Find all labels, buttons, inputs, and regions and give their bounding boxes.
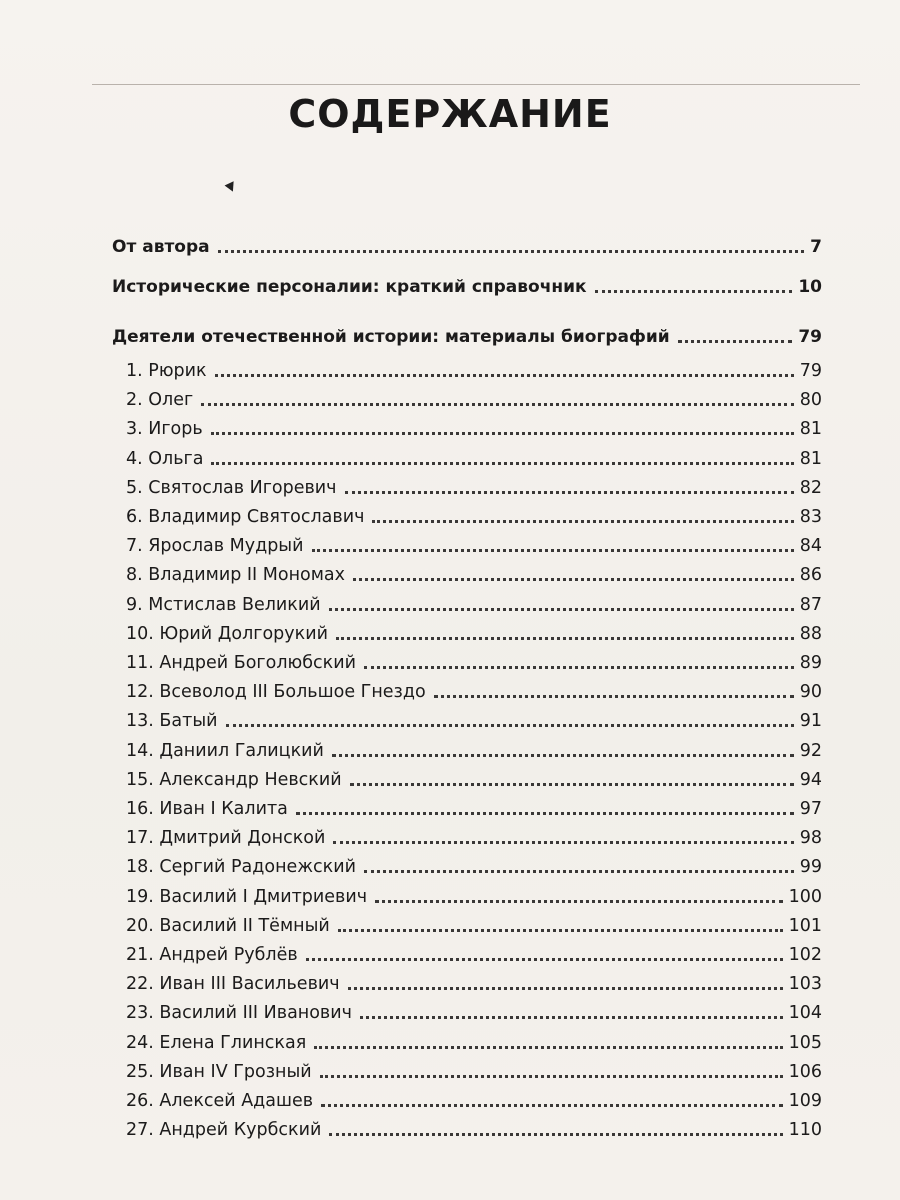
- toc-page-number: 90: [799, 682, 822, 703]
- toc-page-number: 89: [799, 653, 822, 673]
- dot-leader: [321, 1090, 782, 1107]
- toc-entry: [112, 1082, 822, 1112]
- dot-leader: [306, 944, 783, 961]
- toc-page-number: 100: [788, 886, 822, 907]
- toc-page-number: 102: [788, 945, 822, 965]
- toc-entry-title: 9. Мстислав Великий: [126, 594, 321, 615]
- toc-entry-title: 10. Юрий Долгорукий: [126, 623, 328, 644]
- toc-page-number: 104: [788, 1003, 822, 1024]
- toc-page-number: 87: [799, 594, 822, 615]
- dot-leader: [218, 236, 805, 253]
- dot-leader: [345, 477, 794, 494]
- toc-entry-title: 18. Сергий Радонежский: [126, 857, 356, 878]
- toc-entry: [112, 440, 822, 470]
- toc-entry-title: 1. Рюрик: [126, 361, 207, 381]
- page-title: СОДЕРЖАНИЕ: [288, 92, 612, 136]
- toc-entry-title: 14. Даниил Галицкий: [126, 740, 324, 761]
- toc-entry: [112, 848, 822, 878]
- toc-page-number: 103: [788, 974, 822, 995]
- toc-entry: [112, 469, 822, 499]
- toc-entry: [112, 732, 822, 762]
- toc-entry: [112, 907, 822, 937]
- toc-page-number: 80: [799, 390, 822, 411]
- toc-page-number: 110: [788, 1120, 822, 1141]
- toc-entry-title: 19. Василий I Дмитриевич: [126, 886, 368, 907]
- toc-entry: [112, 615, 822, 645]
- toc-entry-title: 24. Елена Глинская: [126, 1032, 307, 1053]
- toc-entry-title: 20. Василий II Тёмный: [126, 915, 330, 936]
- toc-entry-title: 6. Владимир Святославич: [126, 507, 365, 527]
- toc-page-number: 10: [798, 277, 822, 297]
- toc-entry-title: Исторические персоналии: краткий справочник: [112, 277, 587, 297]
- toc-page-number: 88: [799, 623, 822, 644]
- toc-entry-title: 5. Святослав Игоревич: [126, 477, 337, 498]
- toc-entry: [112, 644, 822, 674]
- toc-entry: [112, 673, 822, 703]
- toc-page-number: 81: [799, 419, 822, 440]
- toc-entry-title: Деятели отечественной истории: материалы биографий: [112, 327, 670, 347]
- dot-leader: [353, 564, 794, 581]
- dot-leader: [320, 1061, 783, 1078]
- dot-leader: [332, 740, 794, 757]
- toc-entry-title: 3. Игорь: [126, 419, 203, 440]
- toc-entry: [112, 994, 822, 1024]
- toc-entry-title: 8. Владимир II Мономах: [126, 565, 346, 586]
- toc-page-number: 86: [799, 565, 822, 586]
- dot-leader: [296, 798, 794, 815]
- dot-leader: [329, 594, 794, 611]
- toc-entry: [112, 1053, 822, 1083]
- toc-page-number: 82: [799, 477, 822, 498]
- toc-section-entry: [112, 228, 822, 258]
- toc-entry: [112, 498, 822, 528]
- toc-entry: [112, 1111, 822, 1141]
- toc-entry-title: 26. Алексей Адашев: [126, 1091, 314, 1111]
- toc-section-entry: [112, 318, 822, 348]
- dot-leader: [338, 915, 783, 932]
- toc-page-number: 83: [799, 507, 822, 527]
- dot-leader: [350, 769, 794, 786]
- dot-leader: [595, 276, 793, 293]
- dot-leader: [211, 418, 794, 435]
- toc-page-number: 91: [799, 711, 822, 732]
- toc-page-number: 81: [799, 448, 822, 469]
- toc-entry-title: 7. Ярослав Мудрый: [126, 536, 304, 557]
- toc-entry-title: 22. Иван III Васильевич: [126, 974, 340, 995]
- toc-page-number: 97: [799, 799, 822, 819]
- toc-entry: [112, 761, 822, 791]
- dot-leader: [336, 623, 794, 640]
- pen-mark-icon: [225, 181, 238, 193]
- dot-leader: [364, 856, 794, 873]
- toc-entry: [112, 527, 822, 557]
- toc-entry-title: От автора: [112, 237, 210, 257]
- toc-entry: [112, 878, 822, 908]
- toc-entry: [112, 819, 822, 849]
- toc-page-number: 7: [810, 237, 822, 257]
- header-rule: [92, 84, 860, 85]
- toc-entry: [112, 352, 822, 382]
- toc-page-number: 79: [799, 361, 822, 381]
- toc-entry-title: 21. Андрей Рублёв: [126, 945, 298, 965]
- toc-entry-title: 23. Василий III Иванович: [126, 1003, 352, 1024]
- dot-leader: [312, 535, 794, 552]
- toc-entry-title: 15. Александр Невский: [126, 769, 342, 790]
- dot-leader: [434, 681, 794, 698]
- dot-leader: [314, 1032, 782, 1049]
- toc-page-number: 79: [798, 327, 822, 347]
- toc-entry-title: 13. Батый: [126, 711, 218, 732]
- toc-entry-title: 12. Всеволод III Большое Гнездо: [126, 682, 426, 703]
- toc-entry-title: 16. Иван I Калита: [126, 799, 288, 819]
- toc-entry-title: 2. Олег: [126, 390, 194, 411]
- toc-entry: [112, 586, 822, 616]
- toc-section-entry: [112, 268, 822, 298]
- dot-leader: [348, 973, 783, 990]
- toc-entry: [112, 410, 822, 440]
- dot-leader: [215, 360, 794, 377]
- dot-leader: [372, 506, 793, 523]
- toc-page-number: 109: [788, 1091, 822, 1111]
- dot-leader: [375, 886, 783, 903]
- dot-leader: [201, 389, 794, 406]
- toc-entry: [112, 790, 822, 820]
- toc-entry-title: 25. Иван IV Грозный: [126, 1061, 312, 1082]
- toc-entry: [112, 936, 822, 966]
- dot-leader: [211, 448, 793, 465]
- toc-entry: [112, 965, 822, 995]
- dot-leader: [333, 827, 793, 844]
- toc-entry: [112, 381, 822, 411]
- toc-entry-title: 27. Андрей Курбский: [126, 1120, 322, 1141]
- toc-page-number: 84: [799, 536, 822, 557]
- toc-page-number: 106: [788, 1061, 822, 1082]
- dot-leader: [360, 1002, 783, 1019]
- toc-page-number: 98: [799, 828, 822, 849]
- dot-leader: [226, 710, 794, 727]
- toc-page-number: 92: [799, 740, 822, 761]
- toc-page-number: 101: [788, 915, 822, 936]
- toc-entry: [112, 1024, 822, 1054]
- toc-page-number: 105: [788, 1032, 822, 1053]
- toc-entry-title: 4. Ольга: [126, 448, 204, 469]
- toc-page-number: 99: [799, 857, 822, 878]
- dot-leader: [364, 652, 794, 669]
- toc-entry: [112, 702, 822, 732]
- dot-leader: [329, 1119, 782, 1136]
- toc-entry-title: 11. Андрей Боголюбский: [126, 653, 356, 673]
- toc-entry: [112, 556, 822, 586]
- toc-entry-title: 17. Дмитрий Донской: [126, 828, 326, 849]
- dot-leader: [678, 326, 793, 343]
- toc-page-number: 94: [799, 769, 822, 790]
